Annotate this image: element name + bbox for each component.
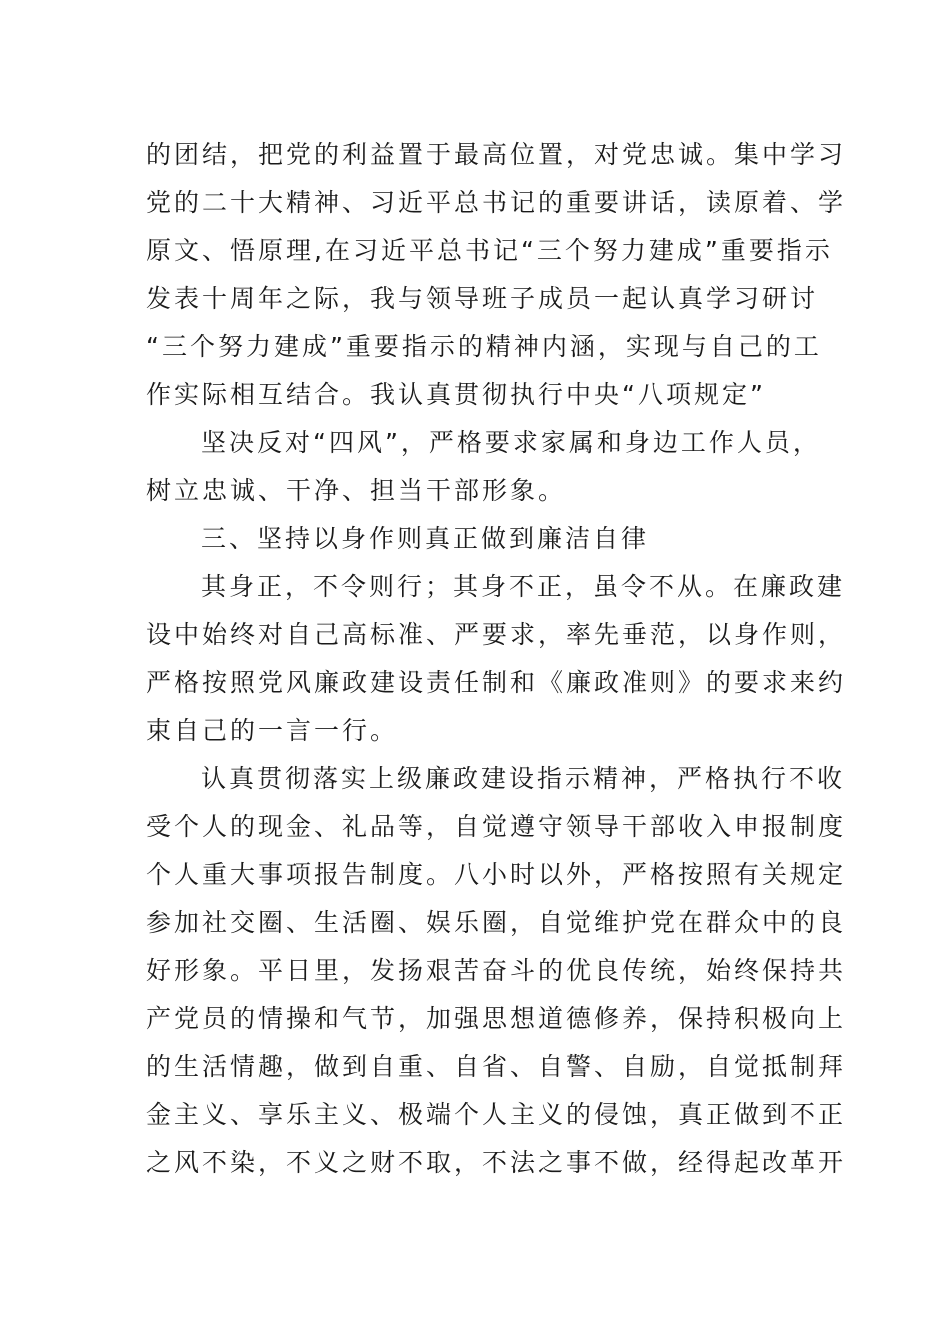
text-line: 个人重大事项报告制度。八小时以外，严格按照有关规定 bbox=[146, 860, 847, 889]
text-line: 束自己的一言一行。 bbox=[146, 716, 399, 745]
section-heading: 三、坚持以身作则真正做到廉洁自律 bbox=[201, 524, 650, 553]
text-line: 树立忠诚、干净、担当干部形象。 bbox=[146, 476, 567, 505]
text-line: 原文、悟原理,在习近平总书记“三个努力建成”重要指示 bbox=[146, 236, 833, 265]
text-line: 参加社交圈、生活圈、娱乐圈，自觉维护党在群众中的良 bbox=[146, 908, 847, 937]
text-line: 金主义、享乐主义、极端个人主义的侵蚀，真正做到不正 bbox=[146, 1100, 847, 1129]
text-line: 产党员的情操和气节，加强思想道德修养，保持积极向上 bbox=[146, 1004, 847, 1033]
text-line: 党的二十大精神、习近平总书记的重要讲话，读原着、学 bbox=[146, 188, 847, 217]
text-line: 的生活情趣，做到自重、自省、自警、自励，自觉抵制拜 bbox=[146, 1052, 847, 1081]
document-body bbox=[146, 131, 847, 1187]
text-line: 发表十周年之际，我与领导班子成员一起认真学习研讨 bbox=[146, 284, 819, 313]
text-line: 受个人的现金、礼品等，自觉遵守领导干部收入申报制度 bbox=[146, 812, 847, 841]
text-line: 的团结，把党的利益置于最高位置，对党忠诚。集中学习 bbox=[146, 140, 847, 169]
text-line: 好形象。平日里，发扬艰苦奋斗的优良传统，始终保持共 bbox=[146, 956, 847, 985]
paragraph-start-line: 坚决反对“四风”，严格要求家属和身边工作人员， bbox=[201, 428, 821, 457]
text-line: “三个努力建成”重要指示的精神内涵，实现与自己的工 bbox=[146, 332, 822, 361]
paragraph-start-line: 认真贯彻落实上级廉政建设指示精神，严格执行不收 bbox=[201, 764, 846, 793]
paragraph-start-line: 其身正，不令则行；其身不正，虽令不从。在廉政建 bbox=[201, 572, 846, 601]
text-line: 作实际相互结合。我认真贯彻执行中央“八项规定” bbox=[146, 380, 766, 409]
text-line: 设中始终对自己高标准、严要求，率先垂范，以身作则， bbox=[146, 620, 847, 649]
text-line: 严格按照党风廉政建设责任制和《廉政准则》的要求来约 bbox=[146, 668, 847, 697]
text-line: 之风不染，不义之财不取，不法之事不做，经得起改革开 bbox=[146, 1148, 847, 1177]
